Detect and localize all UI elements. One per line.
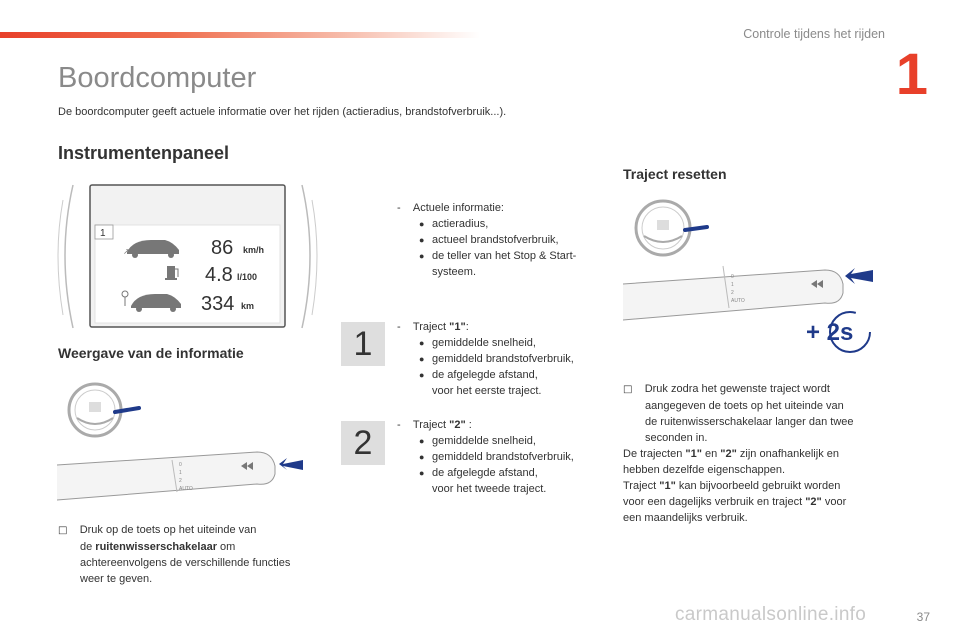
display-value-range: 334 (201, 293, 235, 315)
svg-text:↗: ↗ (123, 247, 130, 256)
svg-text:AUTO: AUTO (731, 298, 745, 304)
svg-text:+ 2s: + 2s (806, 319, 854, 346)
checkbox-icon: □ (623, 384, 633, 395)
press-arrow-icon (279, 458, 303, 470)
svg-text:0: 0 (179, 462, 182, 468)
page-number: 37 (916, 610, 930, 624)
svg-text:2: 2 (179, 478, 182, 484)
mode-badge-2: 2 (341, 421, 385, 465)
display-mode-number: 1 (100, 228, 106, 239)
mode-badge-1: 1 (341, 322, 385, 366)
page-title: Boordcomputer (58, 62, 257, 94)
intro-text: De boordcomputer geeft actuele informatie over het rijden (actieradius, brandstofverbruik...). (58, 106, 507, 118)
display-unit-range: km (241, 301, 255, 311)
checkbox-icon: □ (58, 525, 68, 536)
heading-traject-resetten: Traject resetten (623, 166, 727, 182)
svg-text:AUTO: AUTO (179, 486, 193, 492)
display-unit-speed: km/h (243, 245, 265, 255)
svg-text:1: 1 (731, 282, 734, 288)
header-accent-bar (0, 32, 480, 38)
section-title: Controle tijdens het rijden (743, 27, 885, 41)
heading-weergave: Weergave van de informatie (58, 345, 244, 361)
mode-actueel: - Actuele informatie: ● actieradius, ● actueel brandstofverbruik, ● de teller van het Stop & Start- systeem. (397, 200, 617, 280)
chapter-number: 1 (895, 42, 928, 107)
display-value-speed: 86 (211, 237, 234, 259)
display-unit-consumption: l/100 (237, 272, 258, 282)
wiper-stalk-illustration (57, 380, 307, 510)
press-hold-arrow-icon (845, 268, 873, 284)
hold-2-seconds-icon (806, 310, 874, 354)
heading-instrumentenpaneel: Instrumentenpaneel (58, 143, 230, 163)
svg-text:0: 0 (731, 274, 734, 280)
instrument-cluster-illustration (55, 180, 320, 330)
display-value-consumption: 4.8 (205, 264, 233, 286)
svg-text:2: 2 (731, 290, 734, 296)
svg-text:1: 1 (179, 470, 182, 476)
reset-instruction: □ Druk zodra het gewenste traject wordt aangegeven de toets op het uiteinde van de ruitenwisserschakelaar langer dan twee seconden in. De trajecten "1" en "2" zijn onafhankelijk en hebben dezelfde eigenschappen. Traject "1" kan bijvoorbeeld gebruikt worden voor een dagelijks verbruik en traject "2" voor een maandelijks verbruik. (623, 383, 854, 524)
watermark: carmanualsonline.info (675, 604, 867, 625)
weergave-instruction: □ Druk op de toets op het uiteinde van de ruitenwisserschakelaar om achtereenvolgens de verschillende functies weer te geven. (58, 524, 291, 585)
mode-traject-1: - Traject "1": ● gemiddelde snelheid, ● gemiddeld brandstofverbruik, ● de afgelegde afstand, voor het eerste traject. (397, 319, 617, 399)
mode-traject-2: - Traject "2" : ● gemiddelde snelheid, ● gemiddeld brandstofverbruik, ● de afgelegde afstand, voor het tweede traject. (397, 417, 617, 497)
